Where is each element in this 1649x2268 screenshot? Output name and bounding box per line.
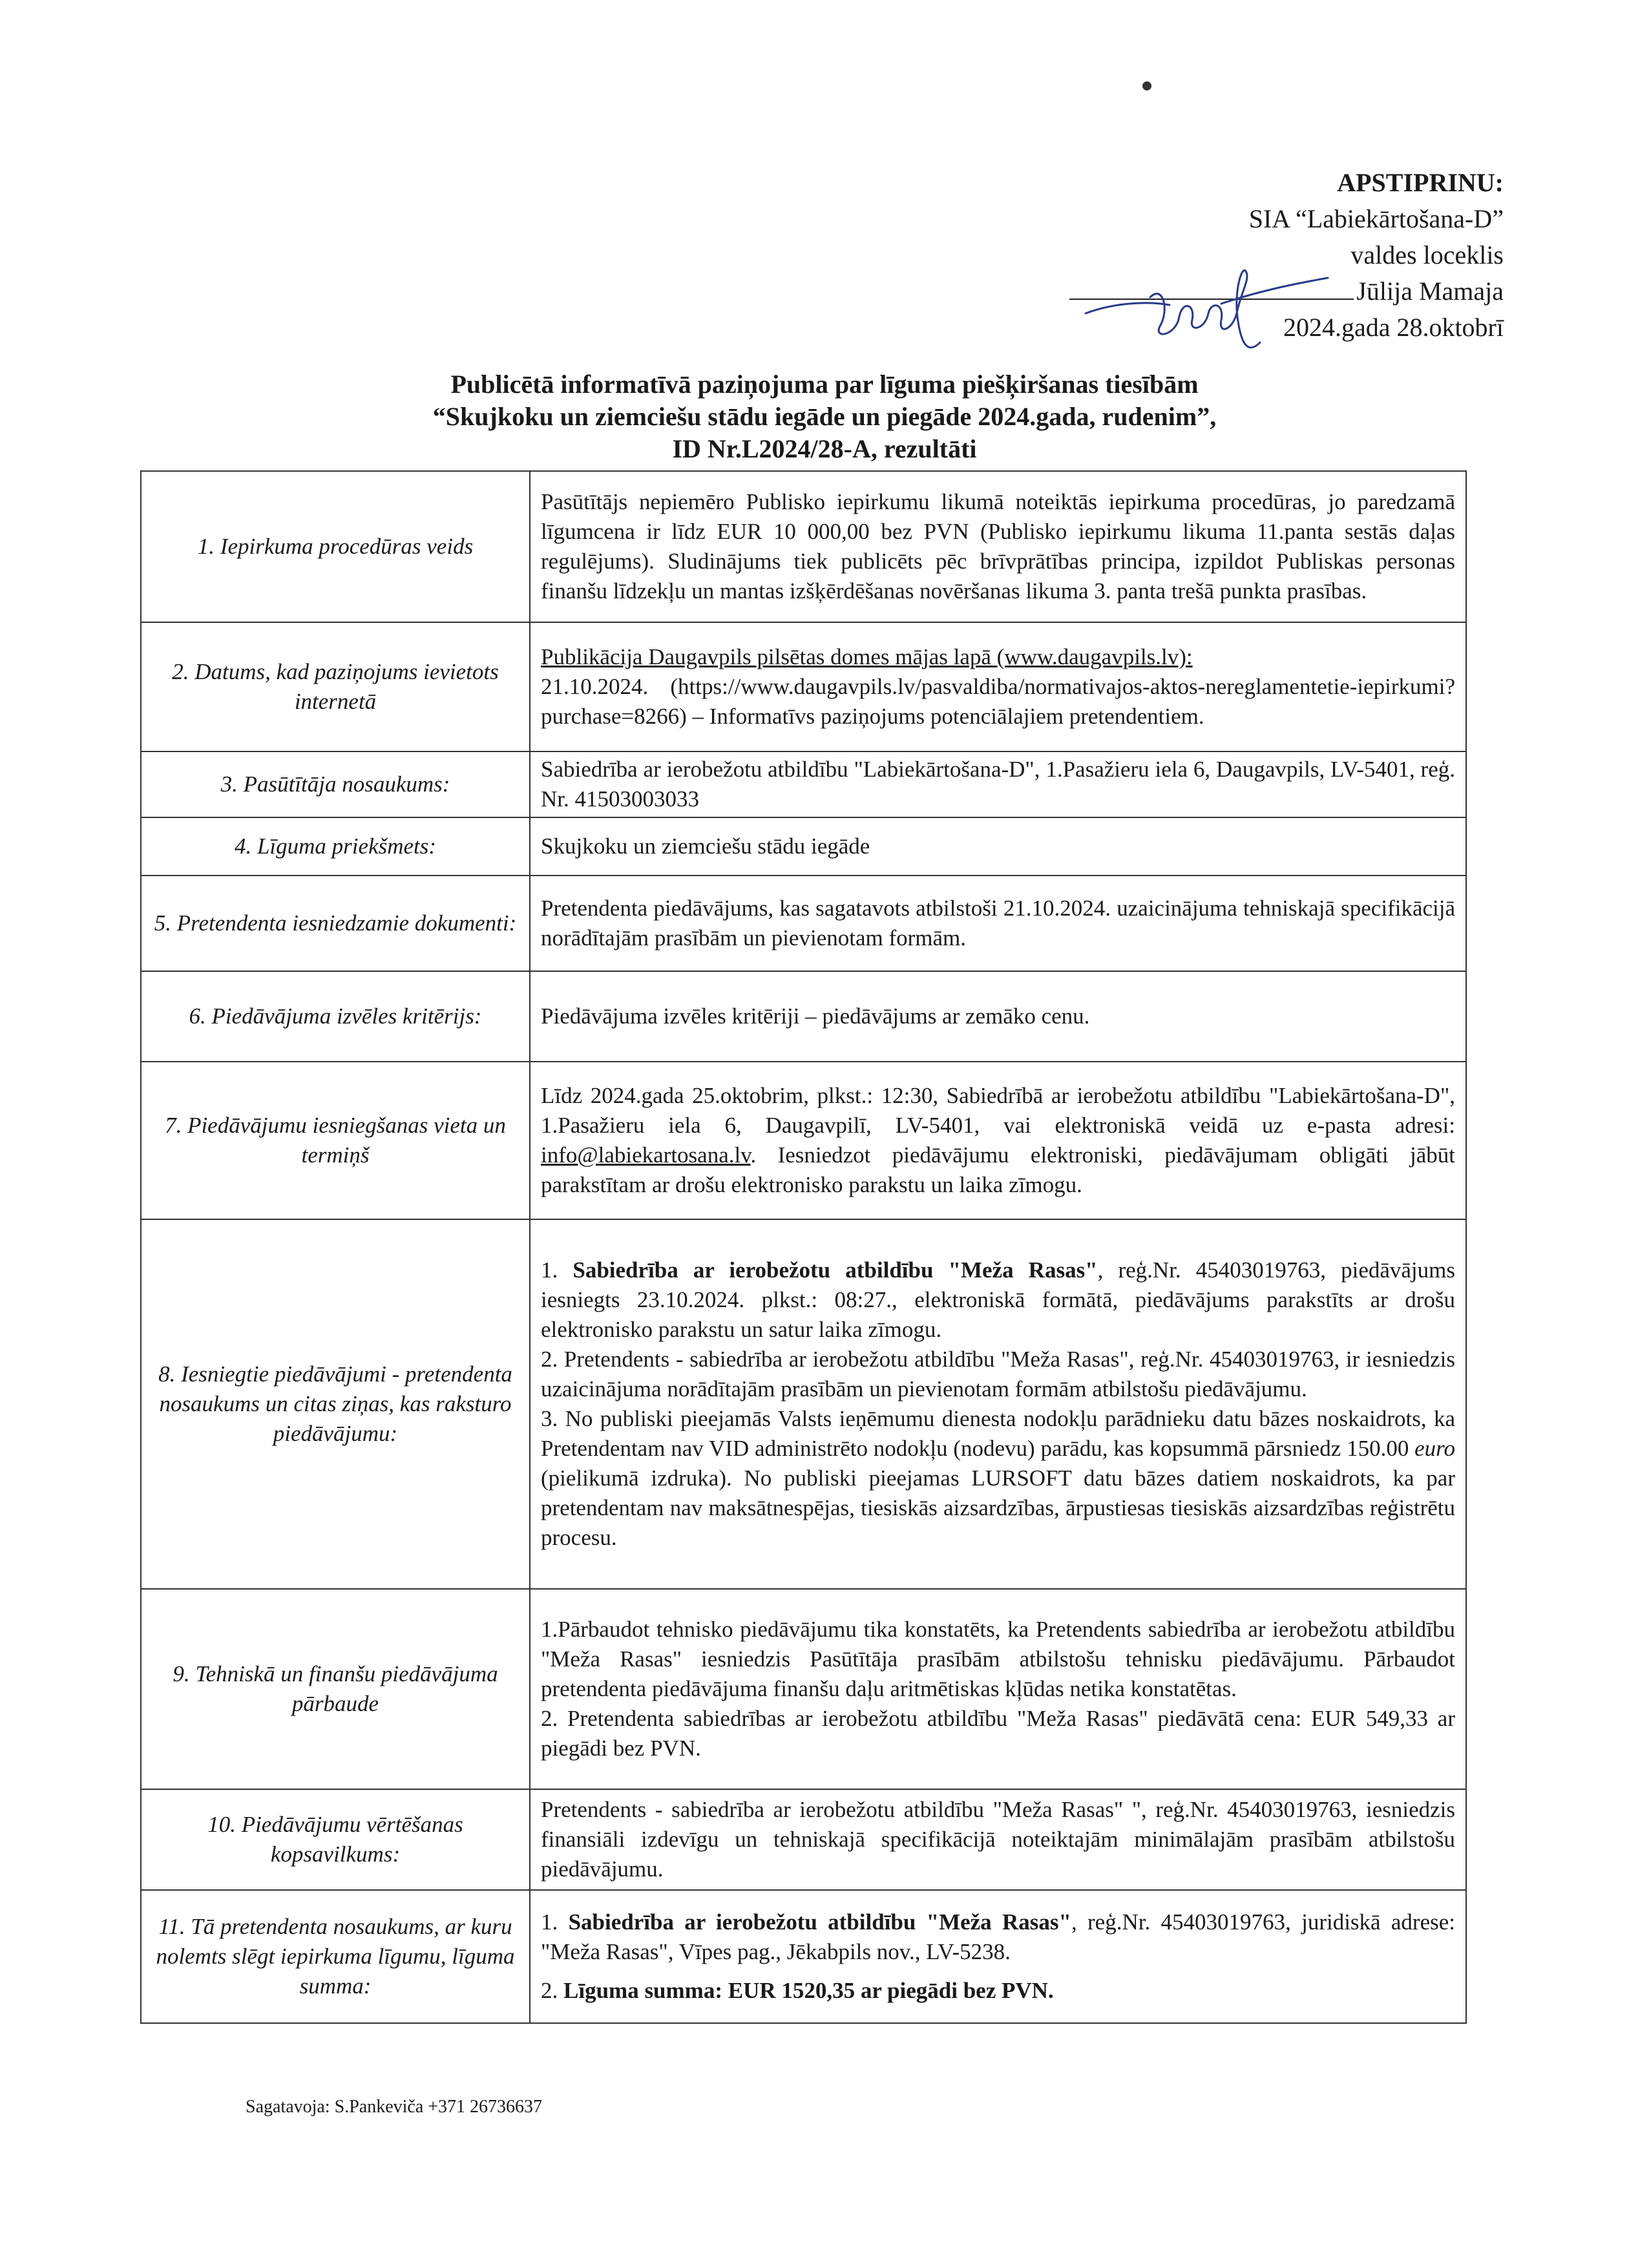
- offer-p1-bold: Sabiedrība ar ierobežotu atbildību "Meža Rasas": [572, 1257, 1098, 1283]
- row-value: Pretendents - sabiedrība ar ierobežotu atbildību "Meža Rasas" ", reģ.Nr. 45403019763, iesniedzis finansiāli izdevīgu un tehniskajā specifikācijā noteiktajām minimālajām prasībām atbilstošu piedāvājumu.: [530, 1789, 1466, 1890]
- offer-p3-b: (pielikumā izdruka). No publiski pieejamas LURSOFT datu bāzes datiem noskaidrots, ka par pretendentam nav maksātnespējas, tiesiskās aizsardzības, ārpustiesas tiesiskās aizsardzības reģistrētu procesu.: [541, 1465, 1455, 1550]
- winner-p1-num: 1.: [541, 1909, 569, 1935]
- winner-p1-bold: Sabiedrība ar ierobežotu atbildību "Meža Rasas": [568, 1909, 1071, 1935]
- offer-p3-euro: euro: [1414, 1436, 1455, 1461]
- title-line-1: Publicētā informatīvā paziņojuma par līguma piešķiršanas tiesībām: [450, 370, 1199, 399]
- row-value: [530, 1219, 1466, 1589]
- row-label: 3. Pasūtītāja nosaukums:: [141, 751, 530, 817]
- check-paragraph-2: 2. Pretendenta sabiedrības ar ierobežotu atbildību "Meža Rasas" piedāvātā cena: EUR 549,33 ar piegādi bez PVN.: [541, 1706, 1455, 1761]
- winner-paragraph-2: [541, 1976, 1455, 2006]
- contract-sum: Līguma summa: EUR 1520,35 ar piegādi bez PVN.: [563, 1978, 1054, 2003]
- row-value: Skujkoku un ziemciešu stādu iegāde: [530, 817, 1466, 876]
- title-line-3: ID Nr.L2024/28-A, rezultāti: [672, 434, 977, 463]
- row-label: 5. Pretendenta iesniedzamie dokumenti:: [141, 876, 530, 971]
- table-row: [141, 1589, 1466, 1789]
- results-table: [140, 470, 1467, 2024]
- ink-dot: [1142, 81, 1151, 90]
- row-label: 1. Iepirkuma procedūras veids: [141, 471, 530, 622]
- winner-p2-num: 2.: [541, 1978, 563, 2003]
- approval-date: 2024.gada 28.oktobrī: [1283, 313, 1504, 342]
- table-row: [141, 471, 1466, 622]
- offer-p1-num: 1.: [541, 1257, 573, 1283]
- table-row: [141, 971, 1466, 1062]
- offer-p1-rest: , reģ.Nr. 45403019763, piedāvājums iesniegts 23.10.2024. plkst.: 08:27., elektroniskā formātā, piedāvājums parakstīts ar drošu elektronisko parakstu un satur laika zīmogu.: [541, 1257, 1456, 1342]
- row-value: Sabiedrība ar ierobežotu atbildību "Labiekārtošana-D", 1.Pasažieru iela 6, Daugavpils, LV-5401, reģ. Nr. 41503003033: [530, 751, 1466, 817]
- title-line-2: “Skujkoku un ziemciešu stādu iegāde un piegāde 2024.gada, rudenim”,: [432, 402, 1217, 431]
- publication-source: Publikācija Daugavpils pilsētas domes mājas lapā (www.daugavpils.lv):: [541, 644, 1193, 669]
- row-label: 6. Piedāvājuma izvēles kritērijs:: [141, 971, 530, 1062]
- offer-paragraph-2: 2. Pretendents - sabiedrība ar ierobežotu atbildību "Meža Rasas", reģ.Nr. 45403019763, ir iesniedzis uzaicinājuma norādītajām prasībām un pievienotam formām atbilstošu piedāvājumu.: [541, 1347, 1455, 1402]
- offer-paragraph-1: [541, 1255, 1455, 1345]
- approval-position: valdes loceklis: [1350, 240, 1504, 269]
- row-value: Pasūtītājs nepiemēro Publisko iepirkumu likumā noteiktās iepirkuma procedūras, jo paredzamā līgumcena ir līdz EUR 10 000,00 bez PVN (Publisko iepirkumu likuma 11.panta sestās daļas regulējums). Sludinājums tiek publicēts pēc brīvprātības principa, izpildot Publiskas personas finanšu līdzekļu un mantas izšķērdēšanas novēršanas likuma 3. panta trešā punkta prasības.: [530, 471, 1466, 622]
- table-row: [141, 751, 1466, 817]
- row-value: [530, 1890, 1466, 2023]
- email-link[interactable]: info@labiekartosana.lv: [541, 1142, 751, 1168]
- row-label: 11. Tā pretendenta nosaukums, ar kuru nolemts slēgt iepirkuma līgumu, līguma summa:: [141, 1890, 530, 2023]
- winner-p1-rest: , reģ.Nr. 45403019763, juridiskā adrese: "Meža Rasas", Vīpes pag., Jēkabpils nov., LV-5238.: [541, 1909, 1456, 1964]
- row-value: Piedāvājuma izvēles kritēriji – piedāvājums ar zemāko cenu.: [530, 971, 1466, 1062]
- approval-heading: APSTIPRINU:: [1337, 168, 1504, 197]
- submission-text-b: . Iesniedzot piedāvājumu elektroniski, piedāvājumam obligāti jābūt parakstītam ar drošu elektronisko parakstu un laika zīmogu.: [541, 1142, 1455, 1197]
- table-row: [141, 1062, 1466, 1219]
- table-row: [141, 622, 1466, 751]
- check-paragraph-1: 1.Pārbaudot tehnisko piedāvājumu tika konstatēts, ka Pretendents sabiedrība ar ierobežotu atbildību "Meža Rasas" iesniedzis Pasūtītāja prasībām atbilstošu tehnisku piedāvājumu. Pārbaudot pretendenta piedāvājuma finanšu daļu aritmētiskas kļūdas netika konstatētas.: [541, 1617, 1455, 1701]
- publication-details: 21.10.2024. (https://www.daugavpils.lv/pasvaldiba/normativajos-aktos-nereglamentetie-iepirkumi?purchase=8266) – Informatīvs paziņojums potenciālajiem pretendentiem.: [541, 674, 1455, 729]
- table-row: [141, 876, 1466, 971]
- offer-paragraph-3: [541, 1404, 1455, 1553]
- row-label: 8. Iesniegtie piedāvājumi - pretendenta nosaukums un citas ziņas, kas raksturo piedāvājumu:: [141, 1219, 530, 1589]
- row-label: 4. Līguma priekšmets:: [141, 817, 530, 876]
- row-value: [530, 1062, 1466, 1219]
- prepared-by: Sagatavoja: S.Pankeviča +371 26736637: [246, 2097, 543, 2117]
- document-title: [0, 368, 1649, 465]
- row-value: [530, 622, 1466, 751]
- row-label: 2. Datums, kad paziņojums ievietots internetā: [141, 622, 530, 751]
- table-row: [141, 1789, 1466, 1890]
- approver-name: Jūlija Mamaja: [1356, 277, 1504, 306]
- table-row: [141, 817, 1466, 876]
- handwritten-signature: [1073, 265, 1331, 355]
- row-label: 9. Tehniskā un finanšu piedāvājuma pārbaude: [141, 1589, 530, 1789]
- submission-text-a: Līdz 2024.gada 25.oktobrim, plkst.: 12:30, Sabiedrībā ar ierobežotu atbildību "Labiekārtošana-D", 1.Pasažieru iela 6, Daugavpilī, LV-5401, vai elektroniskā veidā uz e-pasta adresi:: [541, 1083, 1455, 1138]
- table-row: [141, 1219, 1466, 1589]
- row-value: Pretendenta piedāvājums, kas sagatavots atbilstoši 21.10.2024. uzaicinājuma tehniskajā specifikācijā norādītajām prasībām un pievienotam formām.: [530, 876, 1466, 971]
- row-value: [530, 1589, 1466, 1789]
- winner-paragraph-1: [541, 1907, 1455, 1967]
- table-row: [141, 1890, 1466, 2023]
- row-label: 10. Piedāvājumu vērtēšanas kopsavilkums:: [141, 1789, 530, 1890]
- approval-company: SIA “Labiekārtošana-D”: [1248, 204, 1504, 233]
- offer-p3-a: 3. No publiski pieejamās Valsts ieņēmumu dienesta nodokļu parādnieku datu bāzes noskaidrots, ka Pretendentam nav VID administrēto nodokļu (nodevu) parādu, kas kopsummā pārsniedz 150.00: [541, 1406, 1455, 1461]
- row-label: 7. Piedāvājumu iesniegšanas vieta un termiņš: [141, 1062, 530, 1219]
